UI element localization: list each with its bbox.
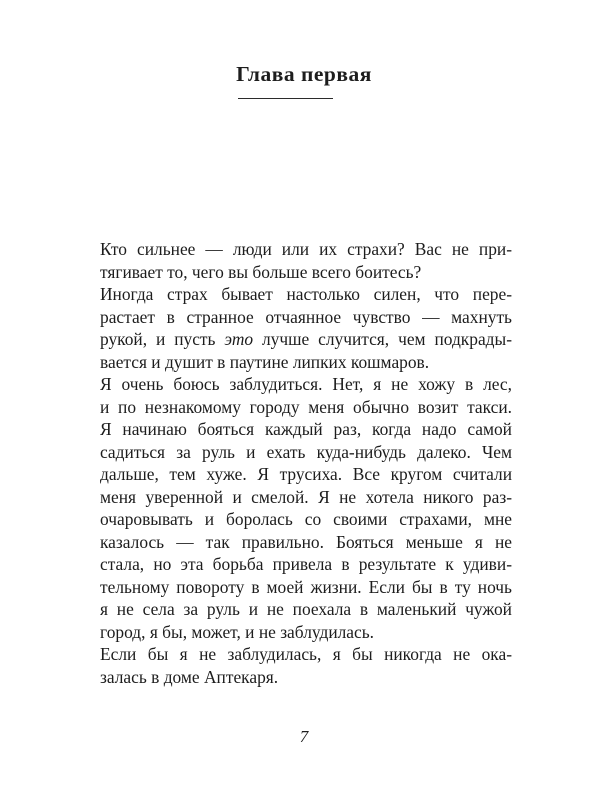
text-line: тельному повороту в моей жизни. Если бы в ту ночь (100, 576, 512, 597)
text-line: Если бы я не заблудилась, я бы никогда не ока- (100, 644, 512, 664)
text-line: город, я бы, может, и не заблудилась. (100, 621, 375, 642)
text-line: Я очень боюсь заблудиться. Нет, я не хожу в лес, (100, 374, 512, 394)
page-number: 7 (299, 727, 309, 746)
text-line: меня уверенной и смелой. Я не хотела никого раз- (100, 486, 512, 507)
text-line: садиться за руль и ехать куда-нибудь далеко. Чем (100, 441, 512, 462)
text-segment: рукой, и пусть (100, 329, 225, 349)
title-underline (238, 98, 333, 99)
text-segment: лучше случится, чем подкрады- (253, 329, 512, 349)
text-line: я не села за руль и не поехала в маленький чужой (100, 599, 512, 619)
chapter-title: Глава первая (236, 62, 372, 86)
body-text (100, 238, 512, 688)
text-line: и по незнакомому городу меня обычно возит такси. (100, 396, 512, 417)
text-line (100, 328, 512, 351)
text-line: Кто сильнее — люди или их страхи? Вас не при- (100, 239, 512, 259)
text-line: растает в странное отчаянное чувство — махнуть (100, 306, 512, 327)
text-line: Я начинаю бояться каждый раз, когда надо самой (100, 419, 512, 439)
text-line: стала, но эта борьба привела в результате к удиви- (100, 554, 512, 574)
text-line: Иногда страх бывает настолько силен, что пере- (100, 284, 512, 304)
text-line: казалось — так правильно. Бояться меньше я не (100, 531, 512, 552)
text-line: дальше, тем хуже. Я трусиха. Все кругом считали (100, 464, 512, 484)
italic-word: это (224, 329, 254, 349)
text-line: вается и душит в паутине липких кошмаров. (100, 351, 430, 372)
text-line: залась в доме Аптекаря. (100, 666, 279, 687)
text-line: очаровывать и боролась со своими страхами, мне (100, 509, 512, 529)
text-line: тягивает то, чего вы больше всего боитесь? (100, 261, 422, 282)
